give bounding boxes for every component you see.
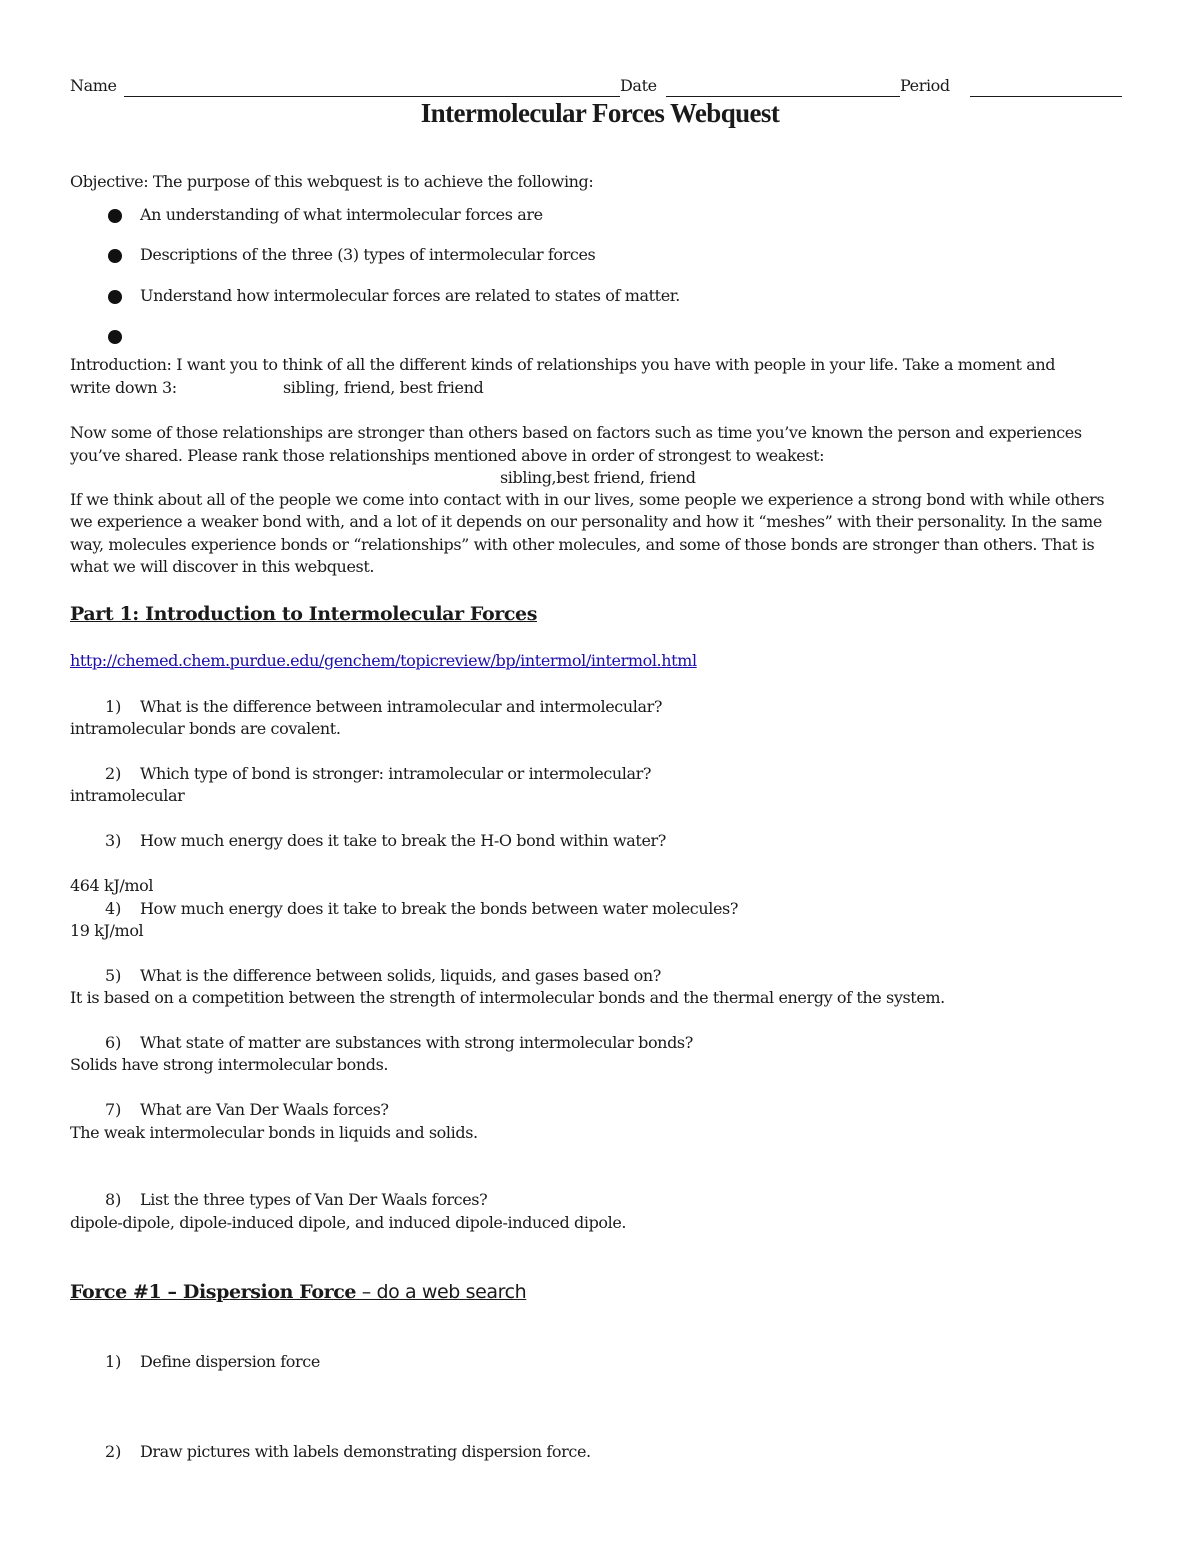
question-number: 1) (105, 697, 122, 716)
introduction-answer: sibling, friend, best friend (283, 378, 484, 397)
relationships-para-2: we experience a weaker bond with, and a lot of it depends on our personality and how it “meshes” with their personality. In the same (70, 512, 1102, 531)
question-number: 8) (105, 1190, 122, 1209)
answer-8: dipole-dipole, dipole-induced dipole, and induced dipole-induced dipole. (70, 1213, 627, 1232)
force1-heading (70, 1281, 526, 1303)
part1-link[interactable]: http://chemed.chem.purdue.edu/genchem/topicreview/bp/intermol/intermol.html (70, 651, 697, 670)
question-number: 2) (105, 1442, 122, 1461)
question-4: How much energy does it take to break the bonds between water molecules? (140, 899, 739, 918)
period-label: Period (900, 76, 950, 95)
answer-2: intramolecular (70, 786, 185, 805)
bullet-icon (108, 330, 122, 344)
introduction-line-1: Introduction: I want you to think of all the different kinds of relationships you have with people in your life. Take a moment and (70, 355, 1056, 374)
force1-heading-text: Force #1 – Dispersion Force (70, 1281, 357, 1303)
force1-heading-tail: – do a web search (356, 1281, 527, 1303)
relationships-para-1: If we think about all of the people we come into contact with in our lives, some people we experience a strong bond with while others (70, 490, 1105, 509)
date-field-line (666, 96, 900, 97)
question-number: 2) (105, 764, 122, 783)
relationships-line-2: you’ve shared. Please rank those relationships mentioned above in order of strongest to weakest: (70, 446, 825, 465)
question-number: 5) (105, 966, 122, 985)
bullet-icon (108, 209, 122, 223)
question-2: Which type of bond is stronger: intramolecular or intermolecular? (140, 764, 652, 783)
answer-3: 464 kJ/mol (70, 876, 154, 895)
question-number: 4) (105, 899, 122, 918)
answer-4: 19 kJ/mol (70, 921, 144, 940)
question-8: List the three types of Van Der Waals forces? (140, 1190, 488, 1209)
relationships-line-1: Now some of those relationships are stronger than others based on factors such as time you’ve known the person and experiences (70, 423, 1082, 442)
question-1: What is the difference between intramolecular and intermolecular? (140, 697, 663, 716)
objective-bullet-2: Descriptions of the three (3) types of intermolecular forces (140, 245, 596, 264)
objective-bullet-3: Understand how intermolecular forces are related to states of matter. (140, 286, 680, 305)
question-number: 7) (105, 1100, 122, 1119)
answer-1: intramolecular bonds are covalent. (70, 719, 341, 738)
force1-question-1: Define dispersion force (140, 1352, 320, 1371)
question-number: 1) (105, 1352, 122, 1371)
objective-intro: Objective: The purpose of this webquest is to achieve the following: (70, 172, 594, 191)
introduction-line-2-label: write down 3: (70, 378, 177, 397)
name-label: Name (70, 76, 117, 95)
bullet-icon (108, 249, 122, 263)
relationships-para-3: way, molecules experience bonds or “relationships” with other molecules, and some of those bonds are stronger than others. That is (70, 535, 1095, 554)
part1-heading: Part 1: Introduction to Intermolecular Forces (70, 603, 538, 625)
force1-question-2: Draw pictures with labels demonstrating dispersion force. (140, 1442, 591, 1461)
question-number: 6) (105, 1033, 122, 1052)
question-7: What are Van Der Waals forces? (140, 1100, 389, 1119)
relationships-para-4: what we will discover in this webquest. (70, 557, 375, 576)
name-field-line (124, 96, 620, 97)
answer-7: The weak intermolecular bonds in liquids and solids. (70, 1123, 478, 1142)
period-field-line (970, 96, 1122, 97)
answer-5: It is based on a competition between the strength of intermolecular bonds and the thermal energy of the system. (70, 988, 945, 1007)
answer-6: Solids have strong intermolecular bonds. (70, 1055, 389, 1074)
bullet-icon (108, 290, 122, 304)
question-3: How much energy does it take to break the H-O bond within water? (140, 831, 666, 850)
question-number: 3) (105, 831, 122, 850)
ranking-answer: sibling,best friend, friend (500, 468, 696, 487)
objective-bullet-1: An understanding of what intermolecular forces are (140, 205, 543, 224)
question-5: What is the difference between solids, liquids, and gases based on? (140, 966, 661, 985)
page-title: Intermolecular Forces Webquest (420, 98, 780, 128)
question-6: What state of matter are substances with strong intermolecular bonds? (140, 1033, 693, 1052)
date-label: Date (620, 76, 657, 95)
